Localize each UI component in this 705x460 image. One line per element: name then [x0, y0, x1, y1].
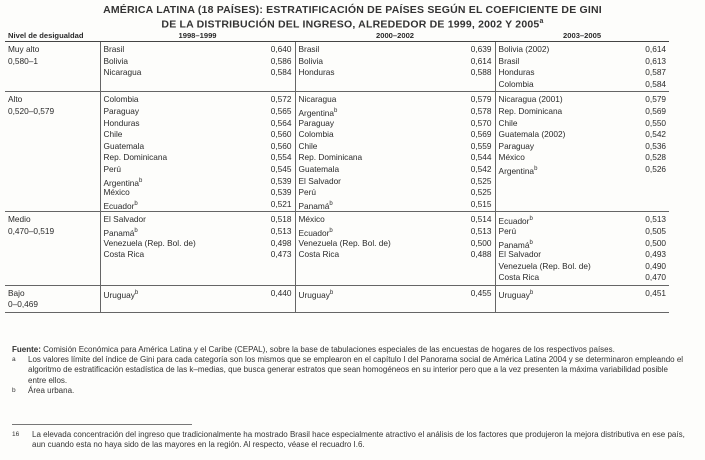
country-name	[499, 44, 611, 56]
title-line-1: AMÉRICA LATINA (18 PAÍSES): ESTRATIFICACIÓN DE PAÍSES SEGÚN EL COEFICIENTE DE GINI	[103, 4, 602, 16]
country-label: México	[298, 214, 325, 225]
gini-value: 0,614	[470, 55, 492, 66]
gini-value: 0,588	[470, 67, 492, 78]
country-name	[499, 288, 611, 300]
table-row	[5, 285, 669, 312]
country-name	[104, 238, 218, 250]
gini-value: 0,528	[645, 152, 667, 163]
country-label: Colombia	[498, 78, 534, 89]
table-row	[5, 42, 669, 92]
country-name	[104, 152, 218, 164]
country-name	[499, 261, 611, 273]
country-cell	[295, 92, 413, 212]
country-name	[499, 152, 611, 164]
gini-value: 0,639	[470, 44, 492, 54]
gini-value: 0,521	[270, 198, 292, 209]
country-name	[499, 249, 611, 261]
country-name	[499, 129, 611, 141]
value-cell	[413, 212, 495, 286]
country-label: Uruguay	[298, 289, 330, 300]
country-cell	[100, 285, 220, 312]
value-cell	[413, 42, 495, 92]
urban-area-mark: b	[329, 200, 333, 207]
level-range: 0,580–1	[8, 55, 38, 66]
level-name: Alto	[8, 94, 23, 105]
country-label: Bolivia	[298, 55, 323, 66]
gini-value: 0,505	[645, 225, 667, 236]
country-label: Guatemala	[103, 140, 145, 151]
country-label: Argentina	[103, 177, 140, 188]
country-label: México	[498, 152, 525, 163]
country-name	[499, 79, 611, 91]
gini-value: 0,542	[645, 129, 667, 140]
country-cell	[495, 285, 613, 312]
gini-value: 0,569	[645, 105, 667, 116]
country-cell	[295, 285, 413, 312]
country-name	[104, 44, 218, 56]
country-label: Nicaragua	[298, 94, 337, 105]
gini-value: 0,614	[645, 44, 667, 54]
gini-value: 0,578	[470, 105, 492, 116]
country-name	[499, 106, 611, 118]
value-cell	[220, 92, 295, 212]
country-name	[104, 129, 218, 141]
gini-value: 0,613	[645, 55, 667, 66]
value-cell	[613, 92, 669, 212]
gini-value: 0,498	[270, 237, 292, 248]
gini-value: 0,515	[470, 198, 492, 209]
country-cell	[295, 42, 413, 92]
country-label: Bolivia	[103, 55, 128, 66]
table-row	[5, 92, 669, 212]
gini-value: 0,513	[645, 214, 667, 225]
footnote-text: La elevada concentración del ingreso que tradicionalmente ha mostrado Brasil hace especialmente atractivo el análisis de los factores que produjeron la mejora distributiva en ese país, aun cuando esta no haya sido de las mayores en la región. Al respecto, véase el recuadro I.6.	[32, 430, 685, 450]
gini-value: 0,518	[270, 214, 292, 225]
urban-area-mark: b	[529, 216, 533, 223]
urban-area-mark: b	[529, 239, 533, 246]
gini-value: 0,569	[470, 129, 492, 140]
country-label: Costa Rica	[498, 272, 540, 283]
country-label: El Salvador	[298, 175, 341, 186]
country-label: Honduras	[498, 67, 535, 78]
gini-value: 0,525	[470, 187, 492, 198]
value-cell	[220, 42, 295, 92]
gini-value: 0,440	[270, 287, 292, 298]
source-text: Comisión Económica para América Latina y el Caribe (CEPAL), sobre la base de tabulaciones especiales de las encuestas de hogares de los respectivos países.	[43, 345, 615, 354]
country-name	[499, 67, 611, 79]
value-cell	[613, 42, 669, 92]
gini-value: 0,473	[270, 249, 292, 260]
gini-value: 0,500	[470, 237, 492, 248]
table-notes	[12, 345, 687, 396]
country-name	[299, 94, 411, 106]
country-name	[299, 106, 411, 118]
country-label: Rep. Dominicana	[298, 152, 363, 163]
country-label: Colombia	[298, 129, 334, 140]
urban-area-mark: b	[529, 289, 534, 296]
gini-value: 0,455	[470, 287, 492, 298]
gini-value: 0,587	[645, 67, 667, 78]
country-cell	[100, 212, 220, 286]
header-period-3: 2003–2005	[495, 30, 669, 42]
value-cell	[613, 285, 669, 312]
gini-value: 0,513	[470, 225, 492, 236]
country-label: Venezuela (Rep. Bol. de)	[103, 237, 196, 248]
source-label: Fuente:	[12, 345, 41, 354]
note-a-mark: a	[12, 356, 16, 364]
country-label: Brasil	[498, 55, 520, 66]
country-label: Panamá	[103, 227, 135, 238]
country-name	[104, 199, 218, 211]
country-label: Ecuador	[298, 227, 330, 238]
country-label: Brasil	[298, 44, 320, 54]
gini-value: 0,560	[270, 129, 292, 140]
level-name: Medio	[8, 214, 31, 225]
country-name	[499, 118, 611, 130]
gini-value: 0,542	[470, 163, 492, 174]
gini-value: 0,572	[270, 94, 292, 105]
gini-value: 0,550	[645, 117, 667, 128]
gini-value: 0,525	[470, 175, 492, 186]
country-name	[499, 226, 611, 238]
country-label: Venezuela (Rep. Bol. de)	[498, 260, 591, 271]
note-b-mark: b	[12, 386, 16, 394]
urban-area-mark: b	[534, 165, 538, 172]
gini-value: 0,559	[470, 140, 492, 151]
country-name	[499, 141, 611, 153]
gini-value: 0,488	[470, 249, 492, 260]
country-label: Nicaragua	[103, 67, 142, 78]
urban-area-mark: b	[334, 107, 338, 114]
country-name	[104, 118, 218, 130]
gini-value: 0,526	[645, 163, 667, 174]
country-name	[299, 152, 411, 164]
country-label: Venezuela (Rep. Bol. de)	[298, 237, 391, 248]
country-name	[104, 67, 218, 79]
gini-value: 0,586	[270, 55, 292, 66]
gini-value: 0,554	[270, 152, 292, 163]
urban-area-mark: b	[329, 289, 334, 296]
value-cell	[413, 285, 495, 312]
note-b	[12, 386, 687, 396]
country-name	[299, 67, 411, 79]
gini-value: 0,513	[270, 225, 292, 236]
country-label: Chile	[298, 140, 318, 151]
country-label: Perú	[298, 187, 317, 198]
country-label: Guatemala (2002)	[498, 129, 566, 140]
country-label: Paraguay	[298, 117, 335, 128]
country-name	[299, 141, 411, 153]
country-label: Ecuador	[498, 216, 530, 227]
gini-value: 0,579	[470, 94, 492, 105]
level-name: Muy alto	[8, 44, 40, 54]
country-name	[104, 226, 218, 238]
country-name	[104, 164, 218, 176]
gini-value: 0,570	[470, 117, 492, 128]
country-label: Rep. Dominicana	[103, 152, 168, 163]
country-label: Panamá	[298, 200, 330, 211]
country-name	[499, 164, 611, 176]
gini-value: 0,490	[645, 260, 667, 271]
country-label: Costa Rica	[298, 249, 340, 260]
footnote-mark: 16	[12, 431, 20, 438]
level-range: 0,470–0,519	[8, 225, 55, 236]
country-label: Honduras	[103, 117, 140, 128]
country-name	[104, 187, 218, 199]
value-cell	[413, 92, 495, 212]
gini-value: 0,514	[470, 214, 492, 225]
country-name	[104, 176, 218, 188]
urban-area-mark: b	[134, 227, 138, 234]
note-a	[12, 355, 687, 386]
country-label: Paraguay	[103, 105, 140, 116]
header-row	[5, 30, 669, 42]
country-label: Brasil	[103, 44, 125, 54]
country-label: Perú	[103, 163, 122, 174]
gini-value: 0,539	[270, 175, 292, 186]
level-cell	[5, 42, 100, 92]
country-name	[299, 176, 411, 188]
gini-value: 0,564	[270, 117, 292, 128]
country-name	[104, 141, 218, 153]
gini-value: 0,545	[270, 163, 292, 174]
title-note-mark: a	[539, 18, 544, 25]
gini-value: 0,584	[645, 78, 667, 89]
country-label: Colombia	[103, 94, 139, 105]
gini-value: 0,584	[270, 67, 292, 78]
country-name	[299, 214, 411, 226]
gini-value: 0,536	[645, 140, 667, 151]
country-name	[299, 238, 411, 250]
country-name	[299, 164, 411, 176]
country-name	[299, 249, 411, 261]
country-name	[499, 94, 611, 106]
country-label: Costa Rica	[103, 249, 145, 260]
country-label: Argentina	[498, 165, 535, 176]
country-label: Rep. Dominicana	[498, 105, 563, 116]
note-a-text: Los valores límite del índice de Gini para cada categoría son los mismos que se emplearon en el capítulo I del Panorama social de América Latina 2004 y se determinaron empleando el algoritmo de estratificación estadística de las k–medias, que busca generar estratos que sean homogéneos en su interior pero que a la vez presenten la máxima variabilidad posible entre ellos.	[28, 355, 684, 385]
gini-value: 0,640	[270, 44, 292, 54]
country-cell	[495, 212, 613, 286]
country-cell	[295, 212, 413, 286]
gini-value: 0,493	[645, 249, 667, 260]
page-footnote	[12, 430, 687, 450]
level-range: 0,520–0,579	[8, 105, 55, 116]
country-label: Honduras	[298, 67, 335, 78]
title-line-2: DE LA DISTRIBUCIÓN DEL INGRESO, ALREDEDOR DE 1999, 2002 Y 2005	[161, 18, 540, 31]
country-name	[104, 56, 218, 68]
country-cell	[100, 42, 220, 92]
country-label: El Salvador	[498, 249, 541, 260]
level-cell	[5, 212, 100, 286]
gini-value: 0,560	[270, 140, 292, 151]
country-label: Bolivia (2002)	[498, 44, 550, 54]
urban-area-mark: b	[329, 227, 333, 234]
country-name	[499, 272, 611, 284]
country-name	[299, 288, 411, 300]
header-level: Nivel de desigualdad	[5, 30, 100, 42]
country-name	[299, 199, 411, 211]
country-name	[299, 118, 411, 130]
country-label: El Salvador	[103, 214, 146, 225]
value-cell	[220, 285, 295, 312]
country-label: Paraguay	[498, 140, 535, 151]
country-name	[299, 44, 411, 56]
country-cell	[495, 92, 613, 212]
value-cell	[613, 212, 669, 286]
country-label: Chile	[498, 117, 518, 128]
urban-area-mark: b	[134, 200, 138, 207]
level-name: Bajo	[8, 287, 25, 298]
country-label: Chile	[103, 129, 123, 140]
country-name	[104, 94, 218, 106]
country-cell	[495, 42, 613, 92]
value-cell	[220, 212, 295, 286]
country-name	[104, 214, 218, 226]
country-name	[499, 238, 611, 250]
source-note	[12, 345, 687, 355]
country-name	[104, 249, 218, 261]
country-label: Panamá	[498, 239, 530, 250]
country-label: Guatemala	[298, 163, 340, 174]
country-name	[299, 56, 411, 68]
gini-stratification-table	[5, 30, 669, 313]
note-b-text: Área urbana.	[28, 385, 75, 395]
table-title	[0, 4, 705, 31]
gini-value: 0,451	[645, 287, 667, 298]
country-name	[299, 226, 411, 238]
table-body	[5, 42, 669, 313]
gini-value: 0,579	[645, 94, 667, 105]
country-label: Perú	[498, 225, 517, 236]
urban-area-mark: b	[139, 177, 143, 184]
country-name	[499, 56, 611, 68]
country-cell	[100, 92, 220, 212]
country-label: Ecuador	[103, 200, 135, 211]
country-label: Uruguay	[498, 289, 530, 300]
table-row	[5, 212, 669, 286]
gini-value: 0,470	[645, 272, 667, 283]
header-period-1: 1998–1999	[100, 30, 295, 42]
level-cell	[5, 285, 100, 312]
gini-value: 0,539	[270, 187, 292, 198]
urban-area-mark: b	[134, 289, 139, 296]
country-label: Argentina	[298, 107, 335, 118]
footnote-divider	[12, 424, 192, 425]
country-label: Uruguay	[103, 289, 135, 300]
country-name	[104, 288, 218, 300]
gini-value: 0,565	[270, 105, 292, 116]
country-name	[104, 106, 218, 118]
country-name	[299, 129, 411, 141]
country-name	[299, 187, 411, 199]
country-label: México	[103, 187, 130, 198]
header-period-2: 2000–2002	[295, 30, 495, 42]
country-name	[499, 214, 611, 226]
level-cell	[5, 92, 100, 212]
country-label: Nicaragua (2001)	[498, 94, 563, 105]
gini-value: 0,500	[645, 237, 667, 248]
level-range: 0–0,469	[8, 299, 38, 310]
gini-value: 0,544	[470, 152, 492, 163]
